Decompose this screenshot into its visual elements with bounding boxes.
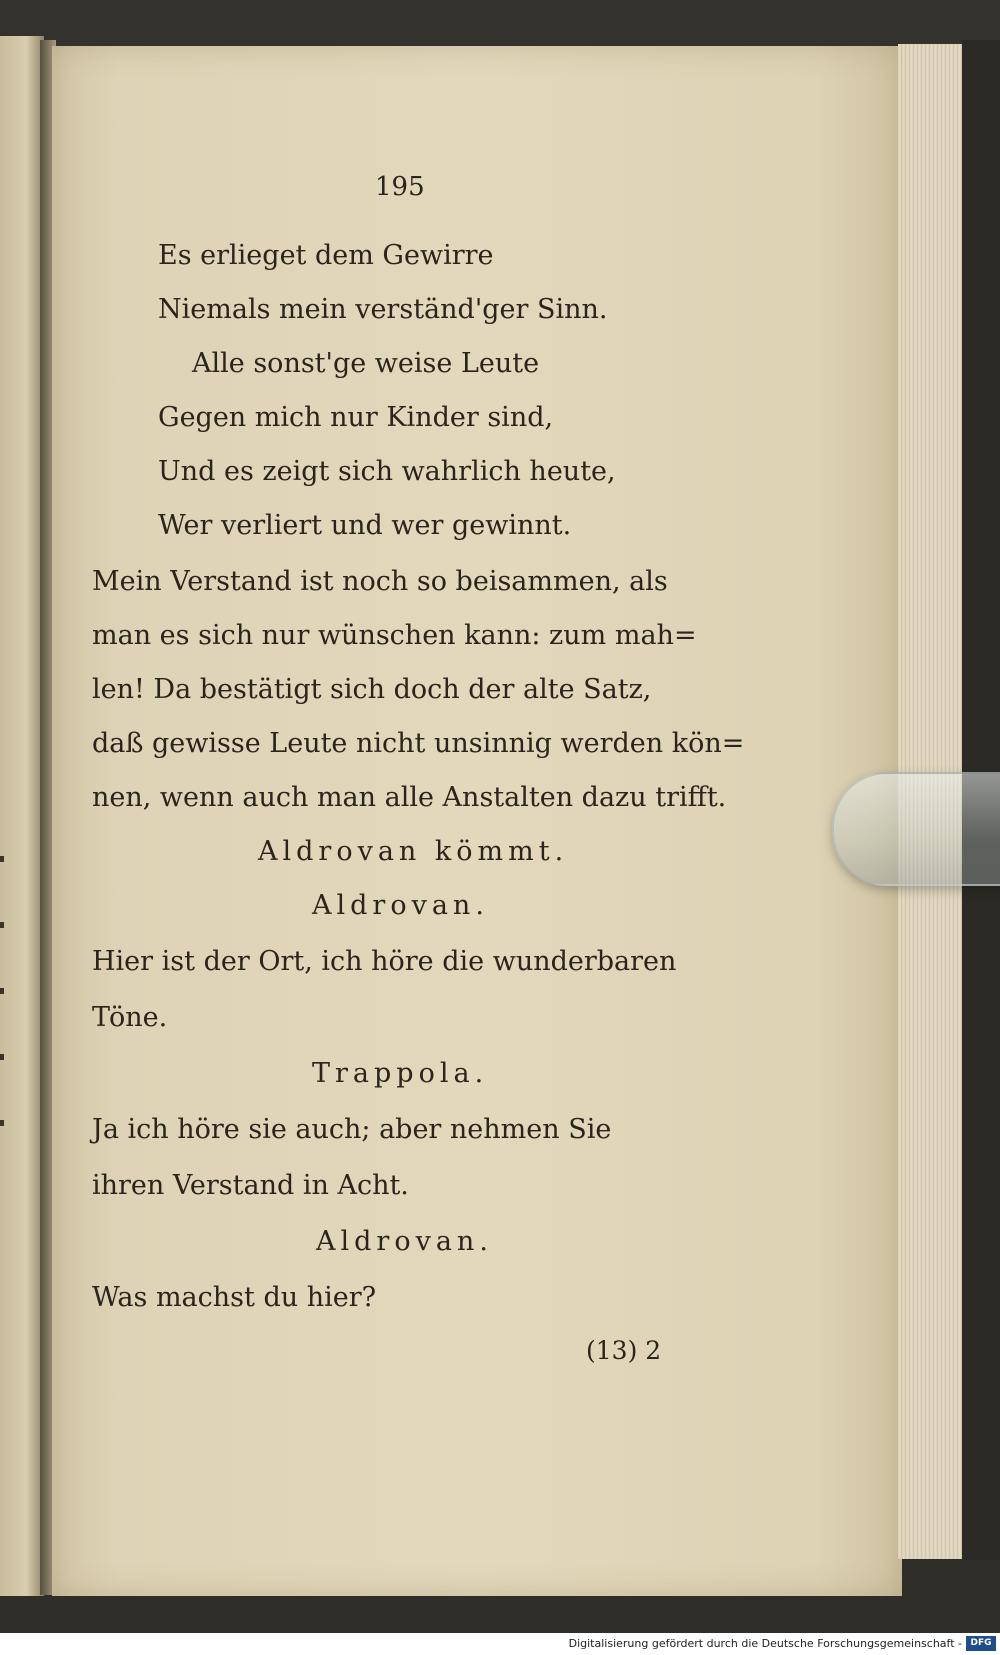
verse-line: Es erlieget dem Gewirre <box>158 240 494 271</box>
prose-line: Mein Verstand ist noch so beisammen, als <box>92 566 668 597</box>
verse-line: Wer verliert und wer gewinnt. <box>158 510 572 541</box>
page-clip <box>832 772 1000 886</box>
page-number: 195 <box>375 172 425 202</box>
dialogue-line: Töne. <box>92 1002 168 1033</box>
footer-bar <box>0 1633 1000 1655</box>
background-top <box>0 0 1000 48</box>
signature-mark: (13) 2 <box>586 1336 662 1365</box>
stage-direction: Aldrovan kömmt. <box>258 836 569 867</box>
speaker-name: Trappola. <box>312 1058 489 1089</box>
left-page-marks <box>0 856 10 1256</box>
dfg-logo-icon: DFG <box>966 1636 996 1651</box>
speaker-name: Aldrovan. <box>316 1226 493 1257</box>
left-page-edge <box>0 36 44 1596</box>
dialogue-line: ihren Verstand in Acht. <box>92 1170 409 1201</box>
verse-line: Niemals mein verständ'ger Sinn. <box>158 294 608 325</box>
prose-line: daß gewisse Leute nicht unsinnig werden kön= <box>92 728 745 759</box>
speaker-name: Aldrovan. <box>312 890 489 921</box>
prose-line: len! Da bestätigt sich doch der alte Satz, <box>92 674 652 705</box>
funding-credit: Digitalisierung gefördert durch die Deutsche Forschungsgemeinschaft - <box>568 1637 962 1650</box>
prose-line: nen, wenn auch man alle Anstalten dazu trifft. <box>92 782 727 813</box>
dialogue-line: Was machst du hier? <box>92 1282 377 1313</box>
verse-line: Gegen mich nur Kinder sind, <box>158 402 554 433</box>
book-page <box>52 46 902 1596</box>
verse-line: Und es zeigt sich wahrlich heute, <box>158 456 616 487</box>
dialogue-line: Ja ich höre sie auch; aber nehmen Sie <box>92 1114 612 1145</box>
prose-line: man es sich nur wünschen kann: zum mah= <box>92 620 697 651</box>
dialogue-line: Hier ist der Ort, ich höre die wunderbaren <box>92 946 677 977</box>
verse-line: Alle sonst'ge weise Leute <box>192 348 540 379</box>
